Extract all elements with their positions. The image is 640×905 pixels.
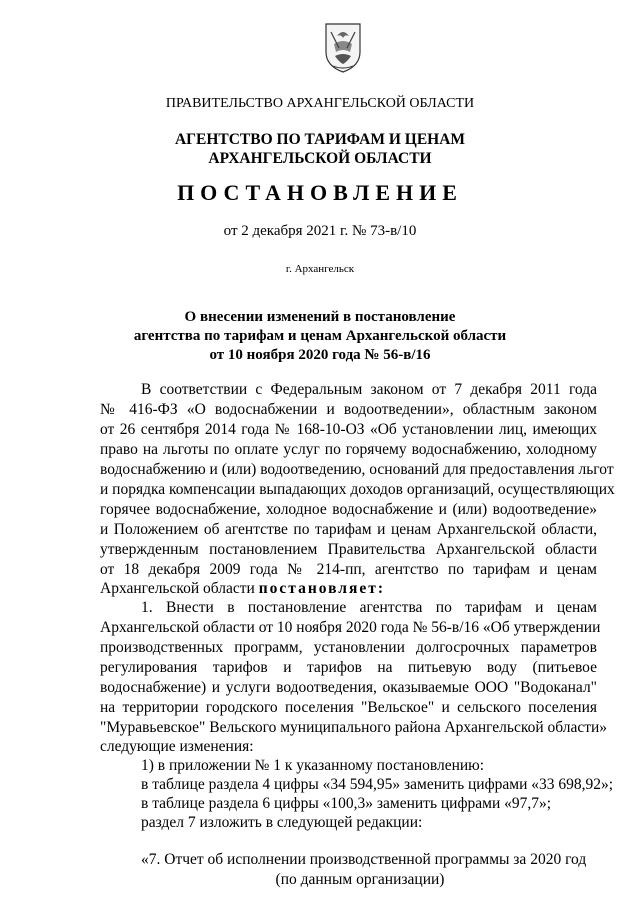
preamble-line: от 26 сентября 2014 года № 168-10-ОЗ «Об установлении лиц, имеющих — [100, 421, 597, 438]
preamble-last-line — [100, 580, 385, 598]
subitem-line: 1) в приложении № 1 к указанному постановлению: — [141, 757, 485, 774]
preamble-line: и порядка компенсации выпадающих доходов организаций, осуществляющих — [100, 481, 615, 498]
document-date-number: от 2 декабря 2021 г. № 73-в/10 — [223, 223, 417, 239]
document-subject — [0, 308, 640, 365]
subject-line2: агентства по тарифам и ценам Архангельской области — [133, 328, 507, 344]
item-line: на территории городского поселения "Вельское" и сельского поселения — [100, 699, 597, 716]
preamble-last-text: Архангельской области — [100, 580, 259, 597]
coat-of-arms-icon — [323, 22, 363, 74]
agency-name-line1: АГЕНТСТВО ПО ТАРИФАМ И ЦЕНАМ — [174, 131, 466, 148]
preamble-line: № 416-ФЗ «О водоснабжении и водоотведении», областным законом — [100, 401, 597, 418]
preamble-line: водоснабжению и (или) водоотведению, оснований для предоставления льгот — [100, 461, 614, 478]
item-line: водоснабжение) и услуги водоотведения, оказываемые ООО "Водоканал" — [100, 679, 597, 696]
preamble-line: В соответствии с Федеральным законом от 7 декабря 2011 года — [141, 381, 597, 398]
agency-name — [0, 130, 640, 168]
document-type-title: ПОСТАНОВЛЕНИЕ — [177, 180, 463, 205]
item-line: 1. Внести в постановление агентства по тарифам и ценам — [141, 599, 597, 616]
document-city: г. Архангельск — [285, 263, 355, 275]
subitem-line: в таблице раздела 6 цифры «100,3» заменить цифрами «97,7»; — [141, 795, 552, 812]
resolution-word: постановляет: — [258, 580, 386, 597]
section-heading-line1: «7. Отчет об исполнении производственной программы за 2020 год — [141, 851, 587, 868]
preamble-line: утвержденным постановлением Правительства Архангельской области — [100, 541, 597, 558]
item-line: Архангельской области от 10 ноября 2020 года № 56-в/16 «Об утверждении — [100, 619, 601, 636]
item-line: "Муравьевское" Вельского муниципального района Архангельской области» — [100, 719, 608, 736]
preamble-line: горячее водоснабжение, холодное водоснабжение и (или) водоотведение» — [100, 501, 597, 518]
subitem-line: в таблице раздела 4 цифры «34 594,95» заменить цифрами «33 698,92»; — [141, 776, 614, 793]
item-line: регулирования тарифов и тарифов на питьевую воду (питьевое — [100, 659, 597, 676]
subject-line1: О внесении изменений в постановление — [184, 309, 456, 325]
subitem-line: раздел 7 изложить в следующей редакции: — [141, 814, 423, 831]
preamble-line: и Положением об агентстве по тарифам и ценам Архангельской области, — [100, 521, 597, 538]
subject-line3: от 10 ноября 2020 года № 56-в/16 — [209, 347, 431, 363]
item-line: следующие изменения: — [100, 738, 254, 755]
item-line: производственных программ, установлении долгосрочных параметров — [100, 639, 597, 656]
preamble-line: от 18 декабря 2009 года № 214-пп, агентство по тарифам и ценам — [100, 561, 597, 578]
government-name: ПРАВИТЕЛЬСТВО АРХАНГЕЛЬСКОЙ ОБЛАСТИ — [165, 96, 475, 111]
section-heading-line2: (по данным организации) — [275, 871, 445, 888]
agency-name-line2: АРХАНГЕЛЬСКОЙ ОБЛАСТИ — [208, 150, 432, 167]
preamble-line: право на льготы по оплате услуг по горячему водоснабжению, холодному — [100, 441, 597, 458]
